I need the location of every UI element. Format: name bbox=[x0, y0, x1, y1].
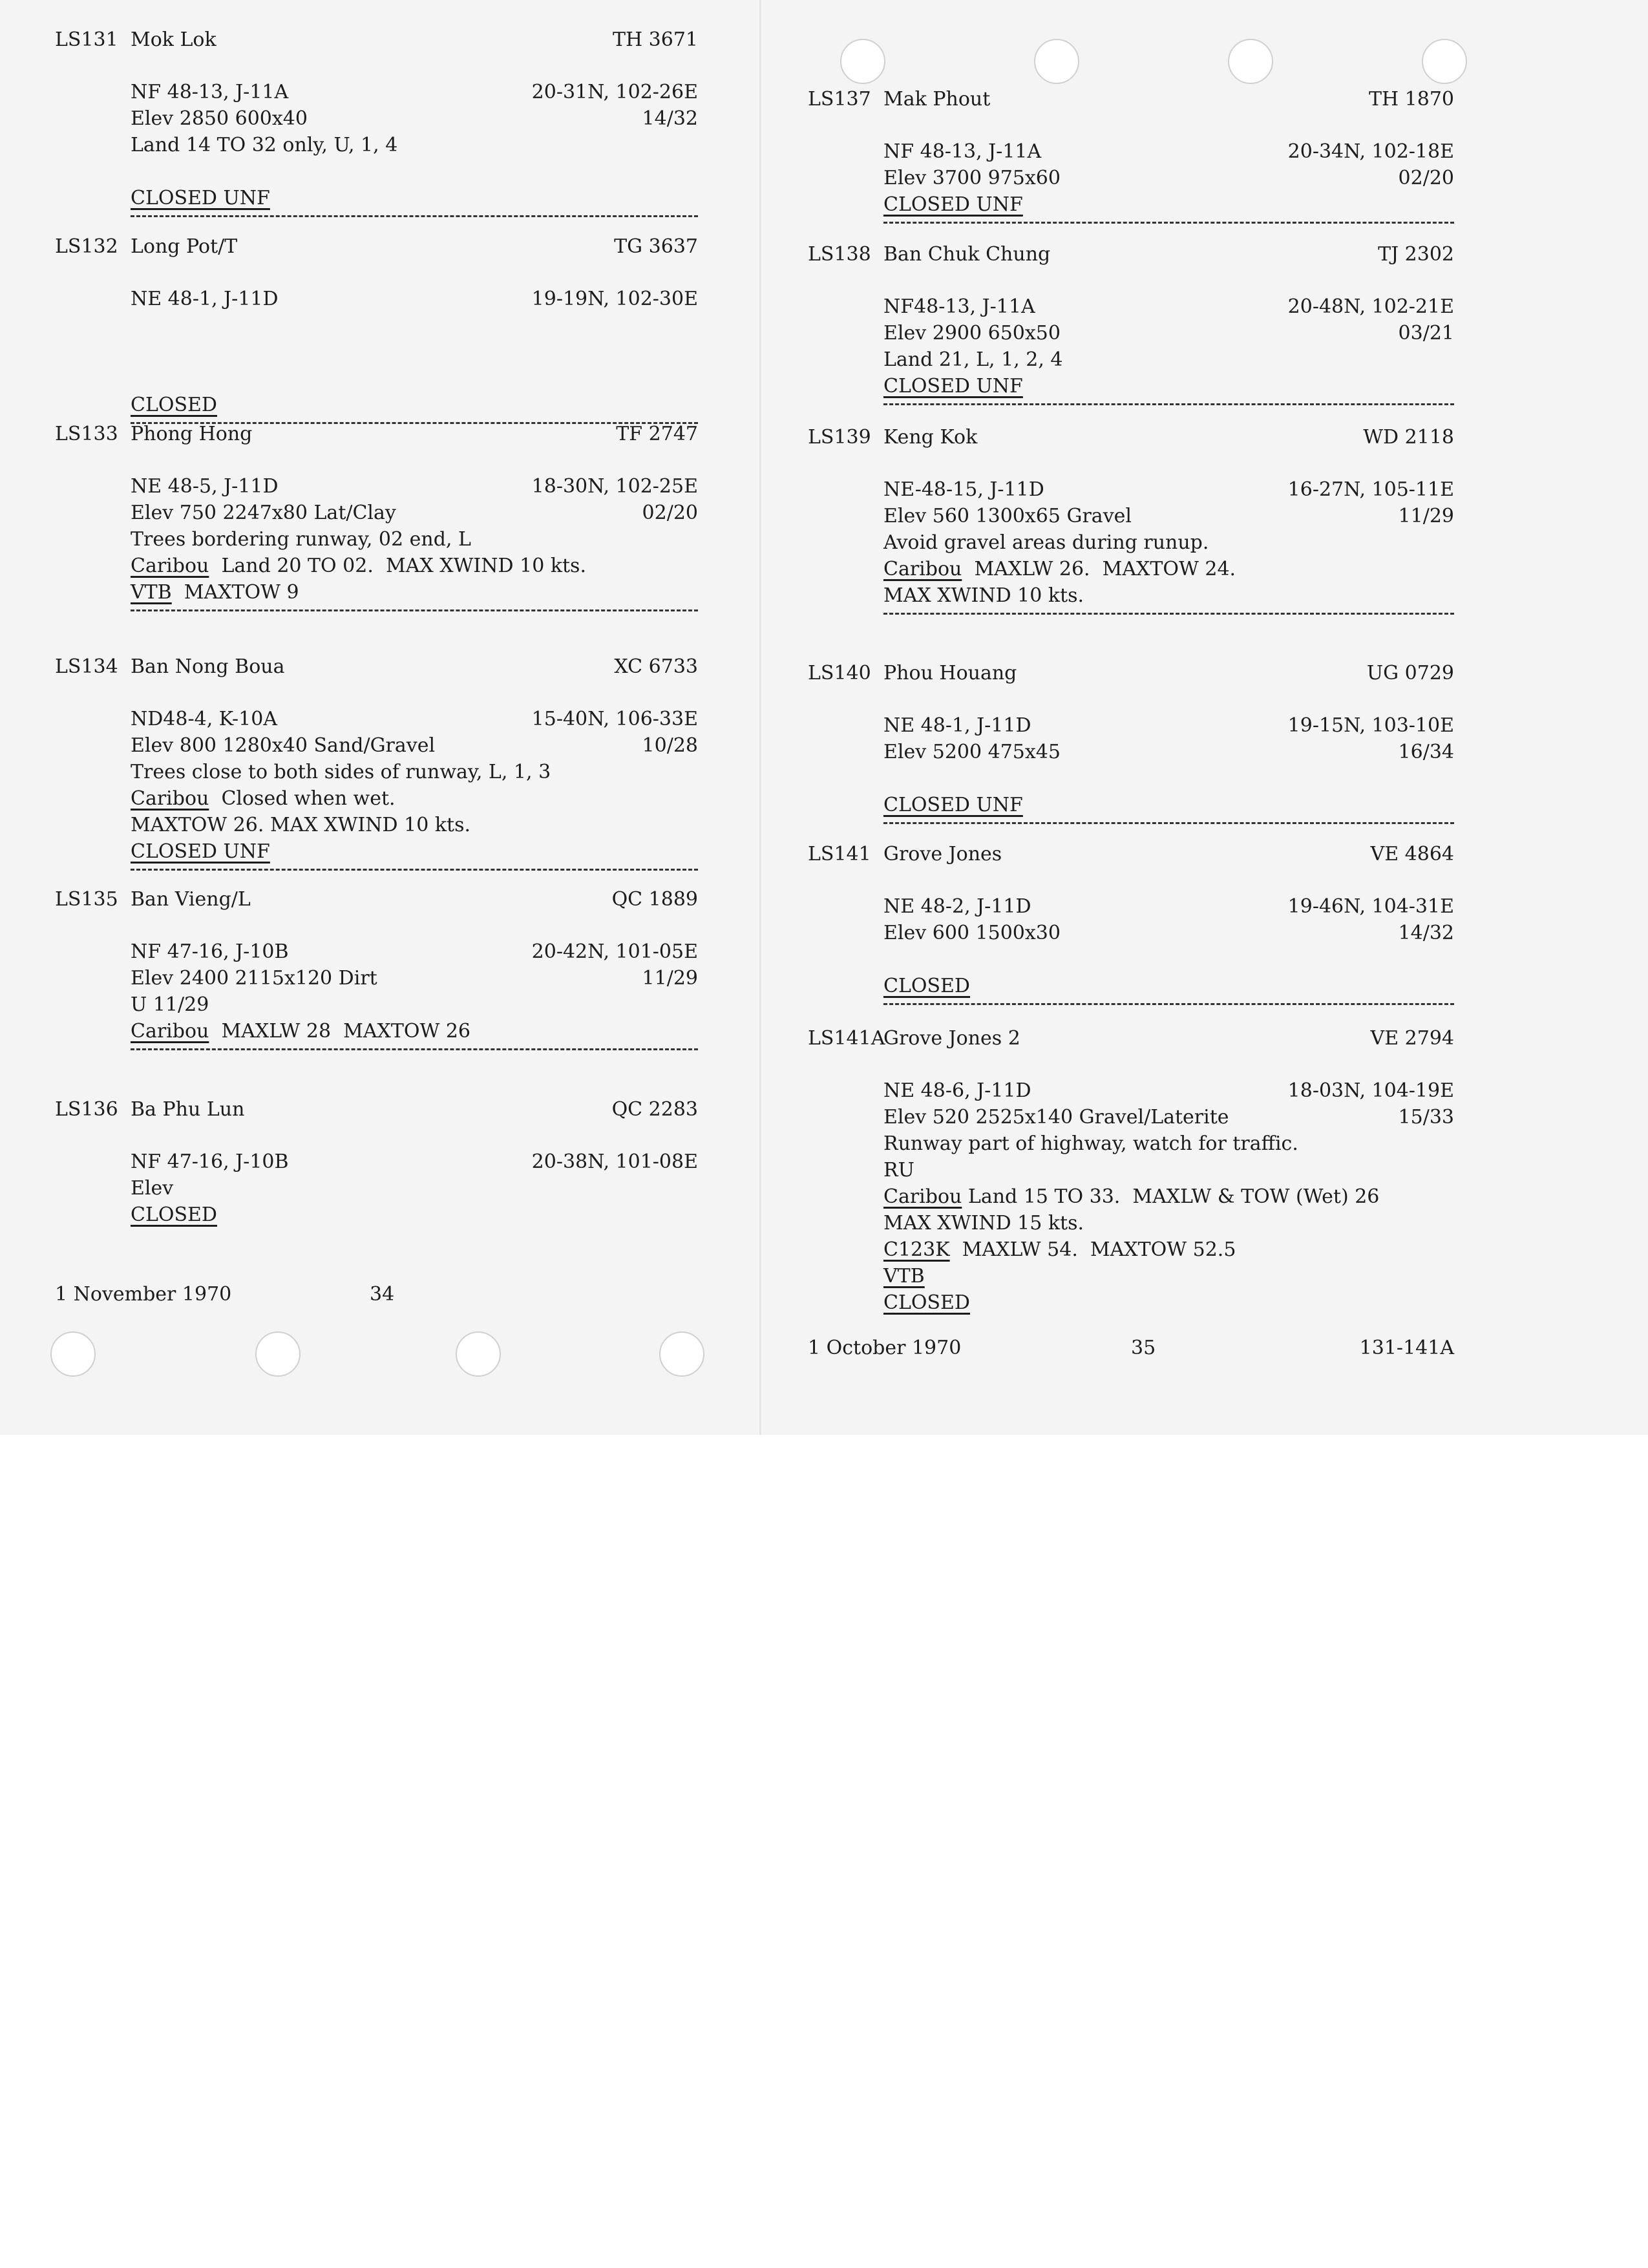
line-text: Caribou bbox=[883, 558, 962, 580]
entry-line bbox=[131, 365, 698, 392]
line-right-value: 19-46N, 104-31E bbox=[1287, 895, 1454, 918]
line-text: NE-48-15, J-11D bbox=[883, 478, 1044, 501]
site-name: Long Pot/T bbox=[131, 235, 238, 258]
entry-line bbox=[131, 79, 698, 105]
entry-line bbox=[883, 293, 1454, 320]
line-text: Elev 2400 2115x120 Dirt bbox=[131, 967, 377, 990]
dashed-separator bbox=[131, 1048, 698, 1050]
airstrip-entry bbox=[808, 659, 1454, 824]
line-text: Elev 2850 600x40 bbox=[131, 107, 308, 130]
entry-header bbox=[55, 233, 698, 261]
entry-line bbox=[131, 473, 698, 500]
line-text: NE 48-1, J-11D bbox=[883, 714, 1031, 737]
line-text: CLOSED bbox=[131, 1203, 217, 1226]
line-text: Elev 5200 475x45 bbox=[883, 741, 1061, 763]
dashed-separator bbox=[131, 869, 698, 871]
entry-line bbox=[131, 1175, 698, 1202]
entry-line bbox=[883, 1183, 1454, 1210]
site-id: LS140 bbox=[808, 662, 871, 684]
entry-line bbox=[883, 1130, 1454, 1157]
line-text: NF 48-13, J-11A bbox=[131, 81, 289, 103]
site-name: Grove Jones bbox=[883, 843, 1002, 865]
line-text: CLOSED UNF bbox=[883, 375, 1023, 397]
line-right-value: 11/29 bbox=[642, 967, 698, 990]
line-right-value: 20-42N, 101-05E bbox=[531, 940, 698, 963]
line-text-tail: MAXTOW 9 bbox=[171, 581, 299, 604]
line-text: Caribou bbox=[131, 1020, 209, 1043]
line-right-value: 14/32 bbox=[642, 107, 698, 130]
line-right-value: 18-03N, 104-19E bbox=[1287, 1079, 1454, 1102]
grid-reference: TJ 2302 bbox=[1378, 243, 1454, 266]
entry-line bbox=[131, 1202, 698, 1228]
line-right-value: 20-48N, 102-21E bbox=[1287, 295, 1454, 318]
entry-line bbox=[131, 500, 698, 526]
line-text: MAX XWIND 10 kts. bbox=[883, 584, 1084, 607]
grid-reference: TG 3637 bbox=[614, 235, 698, 258]
airstrip-entry bbox=[808, 240, 1454, 405]
entry-line bbox=[883, 739, 1454, 765]
entry-header bbox=[55, 1096, 698, 1124]
entry-line bbox=[131, 158, 698, 185]
entry-line bbox=[131, 579, 698, 606]
grid-reference: QC 1889 bbox=[611, 888, 698, 911]
entry-line bbox=[883, 920, 1454, 946]
site-id: LS131 bbox=[55, 28, 118, 51]
entry-line bbox=[131, 991, 698, 1018]
entry-line bbox=[883, 476, 1454, 503]
entry-line bbox=[131, 392, 698, 418]
entry-line bbox=[131, 1018, 698, 1044]
line-right-value: 20-31N, 102-26E bbox=[531, 81, 698, 103]
line-text: Elev 560 1300x65 Gravel bbox=[883, 505, 1132, 527]
line-text: Land 14 TO 32 only, U, 1, 4 bbox=[131, 134, 398, 156]
line-text: NF 47-16, J-10B bbox=[131, 1150, 289, 1173]
line-text: Elev bbox=[131, 1177, 174, 1200]
line-text: Avoid gravel areas during runup. bbox=[883, 531, 1209, 554]
entry-header bbox=[808, 85, 1454, 114]
line-text: CLOSED UNF bbox=[883, 794, 1023, 816]
line-text: CLOSED UNF bbox=[883, 193, 1023, 216]
entry-line bbox=[131, 759, 698, 785]
line-text: U 11/29 bbox=[131, 993, 209, 1016]
grid-reference: TH 1870 bbox=[1368, 88, 1454, 111]
entry-line bbox=[883, 165, 1454, 191]
line-right-value: 02/20 bbox=[642, 502, 698, 524]
airstrip-entry bbox=[55, 653, 698, 871]
entry-header bbox=[55, 26, 698, 54]
entry-line bbox=[131, 105, 698, 132]
right-footer-date: 1 October 1970 bbox=[808, 1337, 962, 1359]
line-text: CLOSED UNF bbox=[131, 840, 270, 863]
line-text: VTB bbox=[131, 581, 172, 604]
right-page bbox=[761, 0, 1648, 1435]
entry-line bbox=[131, 938, 698, 965]
line-text: MAXTOW 26. MAX XWIND 10 kts. bbox=[131, 814, 470, 836]
entry-line bbox=[883, 1210, 1454, 1236]
line-text-tail: MAXLW 54. MAXTOW 52.5 bbox=[949, 1238, 1236, 1261]
entry-line bbox=[883, 191, 1454, 218]
line-right-value: 20-38N, 101-08E bbox=[531, 1150, 698, 1173]
entry-line bbox=[883, 893, 1454, 920]
line-right-value: 16-27N, 105-11E bbox=[1287, 478, 1454, 501]
dashed-separator bbox=[883, 403, 1454, 405]
entry-line bbox=[883, 1104, 1454, 1130]
site-name: Keng Kok bbox=[883, 426, 978, 449]
line-text: Elev 600 1500x30 bbox=[883, 922, 1061, 944]
line-text: Elev 3700 975x60 bbox=[883, 167, 1061, 189]
entry-header bbox=[55, 885, 698, 914]
line-text: Caribou bbox=[131, 555, 209, 577]
airstrip-entry bbox=[55, 26, 698, 217]
dashed-separator bbox=[131, 215, 698, 217]
line-text: Land 21, L, 1, 2, 4 bbox=[883, 348, 1063, 371]
entry-header bbox=[55, 420, 698, 449]
line-text: VTB bbox=[883, 1265, 925, 1288]
line-text-tail: Land 15 TO 33. MAXLW & TOW (Wet) 26 bbox=[962, 1185, 1380, 1208]
entry-line bbox=[131, 132, 698, 158]
entry-header bbox=[808, 240, 1454, 269]
line-text: NF 47-16, J-10B bbox=[131, 940, 289, 963]
line-text: MAX XWIND 15 kts. bbox=[883, 1212, 1084, 1235]
line-text-tail: MAXLW 26. MAXTOW 24. bbox=[962, 558, 1236, 580]
line-text: Trees close to both sides of runway, L, 1, 3 bbox=[131, 761, 551, 783]
entry-line bbox=[883, 1289, 1454, 1316]
line-text: NE 48-2, J-11D bbox=[883, 895, 1031, 918]
entry-line bbox=[883, 503, 1454, 529]
line-right-value: 19-15N, 103-10E bbox=[1287, 714, 1454, 737]
entry-line bbox=[131, 706, 698, 732]
entry-line bbox=[131, 838, 698, 865]
entry-line bbox=[883, 1077, 1454, 1104]
site-id: LS136 bbox=[55, 1098, 118, 1121]
entry-header bbox=[55, 653, 698, 681]
entry-line bbox=[883, 946, 1454, 973]
entry-line bbox=[883, 138, 1454, 165]
entry-line bbox=[883, 529, 1454, 556]
line-text: CLOSED bbox=[883, 975, 970, 997]
site-name: Phou Houang bbox=[883, 662, 1017, 684]
airstrip-entry bbox=[55, 420, 698, 611]
site-id: LS134 bbox=[55, 655, 118, 678]
line-right-value: 19-19N, 102-30E bbox=[531, 288, 698, 310]
entry-line bbox=[883, 973, 1454, 999]
line-right-value: 10/28 bbox=[642, 734, 698, 757]
entry-line bbox=[883, 556, 1454, 582]
dashed-separator bbox=[883, 822, 1454, 824]
line-text: C123K bbox=[883, 1238, 950, 1261]
site-name: Mak Phout bbox=[883, 88, 991, 111]
line-text: NE 48-1, J-11D bbox=[131, 288, 279, 310]
entry-line bbox=[131, 965, 698, 991]
entry-header bbox=[808, 659, 1454, 688]
grid-reference: VE 4864 bbox=[1370, 843, 1454, 865]
line-right-value: 16/34 bbox=[1398, 741, 1454, 763]
site-name: Grove Jones 2 bbox=[883, 1027, 1020, 1050]
entry-line bbox=[883, 582, 1454, 609]
dashed-separator bbox=[883, 222, 1454, 224]
entry-line bbox=[131, 526, 698, 553]
right-footer-range: 131-141A bbox=[1359, 1337, 1454, 1359]
line-text: Elev 520 2525x140 Gravel/Laterite bbox=[883, 1106, 1229, 1129]
site-name: Ban Chuk Chung bbox=[883, 243, 1051, 266]
site-id: LS133 bbox=[55, 423, 118, 445]
airstrip-entry bbox=[808, 423, 1454, 615]
airstrip-entry bbox=[55, 233, 698, 424]
site-id: LS132 bbox=[55, 235, 118, 258]
grid-reference: WD 2118 bbox=[1363, 426, 1454, 449]
entry-line bbox=[131, 1149, 698, 1175]
left-footer-date: 1 November 1970 bbox=[55, 1283, 232, 1306]
site-name: Phong Hong bbox=[131, 423, 253, 445]
entry-line bbox=[131, 286, 698, 312]
entry-header bbox=[808, 423, 1454, 452]
entry-line bbox=[883, 1263, 1454, 1289]
entry-header bbox=[808, 840, 1454, 869]
line-text: ND48-4, K-10A bbox=[131, 708, 277, 730]
dashed-separator bbox=[883, 1003, 1454, 1005]
grid-reference: UG 0729 bbox=[1366, 662, 1454, 684]
line-text: Elev 750 2247x80 Lat/Clay bbox=[131, 502, 396, 524]
entry-header bbox=[808, 1024, 1454, 1053]
right-footer-page: 35 bbox=[1131, 1337, 1156, 1359]
line-text: CLOSED bbox=[883, 1291, 970, 1314]
line-text: NE 48-5, J-11D bbox=[131, 475, 279, 498]
line-text: NE 48-6, J-11D bbox=[883, 1079, 1031, 1102]
line-text-tail: Closed when wet. bbox=[209, 787, 396, 810]
line-text: RU bbox=[883, 1159, 914, 1182]
grid-reference: XC 6733 bbox=[614, 655, 698, 678]
line-right-value: 02/20 bbox=[1398, 167, 1454, 189]
site-id: LS141 bbox=[808, 843, 871, 865]
site-name: Ban Nong Boua bbox=[131, 655, 285, 678]
line-right-value: 18-30N, 102-25E bbox=[531, 475, 698, 498]
grid-reference: TH 3671 bbox=[612, 28, 698, 51]
site-id: LS135 bbox=[55, 888, 118, 911]
airstrip-entry bbox=[808, 1024, 1454, 1316]
grid-reference: QC 2283 bbox=[611, 1098, 698, 1121]
line-text: Caribou bbox=[131, 787, 209, 810]
line-text: Caribou bbox=[883, 1185, 962, 1208]
entry-line bbox=[883, 765, 1454, 792]
dashed-separator bbox=[883, 613, 1454, 615]
entry-line bbox=[883, 1157, 1454, 1183]
grid-reference: VE 2794 bbox=[1370, 1027, 1454, 1050]
site-id: LS137 bbox=[808, 88, 871, 111]
line-right-value: 20-34N, 102-18E bbox=[1287, 140, 1454, 163]
airstrip-entry bbox=[808, 85, 1454, 224]
entry-line bbox=[883, 320, 1454, 346]
line-text: Elev 2900 650x50 bbox=[883, 322, 1061, 344]
line-right-value: 11/29 bbox=[1398, 505, 1454, 527]
site-id: LS141A bbox=[808, 1027, 885, 1050]
line-text: CLOSED bbox=[131, 394, 217, 416]
line-text-tail: MAXLW 28 MAXTOW 26 bbox=[209, 1020, 471, 1043]
airstrip-entry bbox=[55, 1096, 698, 1228]
line-text: Elev 800 1280x40 Sand/Gravel bbox=[131, 734, 436, 757]
entry-line bbox=[883, 346, 1454, 373]
entry-line bbox=[883, 1236, 1454, 1263]
line-right-value: 14/32 bbox=[1398, 922, 1454, 944]
site-id: LS139 bbox=[808, 426, 871, 449]
line-text: NF 48-13, J-11A bbox=[883, 140, 1042, 163]
entry-line bbox=[131, 312, 698, 339]
entry-line bbox=[131, 553, 698, 579]
line-right-value: 03/21 bbox=[1398, 322, 1454, 344]
site-id: LS138 bbox=[808, 243, 871, 266]
grid-reference: TF 2747 bbox=[616, 423, 698, 445]
site-name: Ban Vieng/L bbox=[131, 888, 251, 911]
entry-line bbox=[131, 732, 698, 759]
entry-line bbox=[883, 712, 1454, 739]
line-text: CLOSED UNF bbox=[131, 187, 270, 209]
entry-line bbox=[883, 792, 1454, 818]
site-name: Ba Phu Lun bbox=[131, 1098, 245, 1121]
entry-line bbox=[131, 785, 698, 812]
line-text: Trees bordering runway, 02 end, L bbox=[131, 528, 471, 551]
line-text-tail: Land 20 TO 02. MAX XWIND 10 kts. bbox=[209, 555, 586, 577]
line-text: NF48-13, J-11A bbox=[883, 295, 1035, 318]
left-page bbox=[0, 0, 759, 1435]
entry-line bbox=[131, 185, 698, 211]
site-name: Mok Lok bbox=[131, 28, 217, 51]
dashed-separator bbox=[131, 609, 698, 611]
entry-line bbox=[131, 339, 698, 365]
entry-line bbox=[131, 812, 698, 838]
airstrip-entry bbox=[55, 885, 698, 1050]
line-right-value: 15/33 bbox=[1398, 1106, 1454, 1129]
line-right-value: 15-40N, 106-33E bbox=[531, 708, 698, 730]
line-text: Runway part of highway, watch for traffic. bbox=[883, 1132, 1298, 1155]
airstrip-entry bbox=[808, 840, 1454, 1005]
left-footer-page: 34 bbox=[370, 1283, 395, 1306]
entry-line bbox=[883, 373, 1454, 399]
